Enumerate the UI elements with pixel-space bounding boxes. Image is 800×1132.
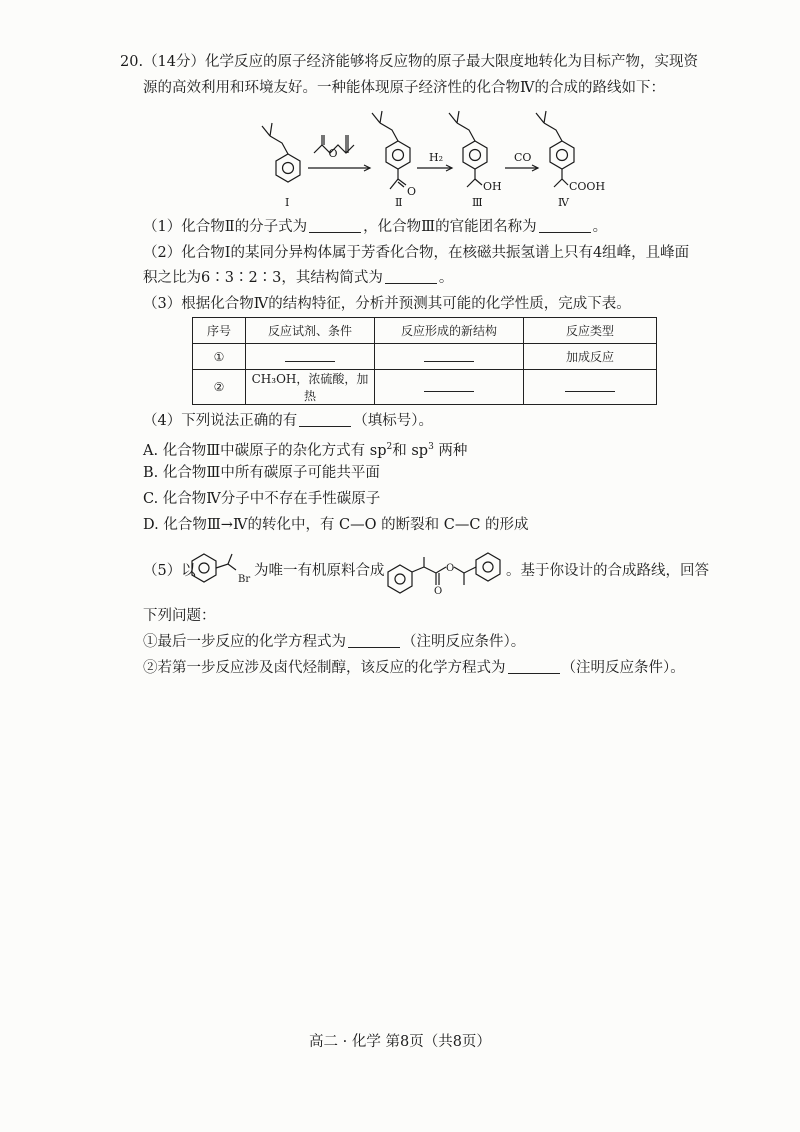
compound-4-structure [536, 111, 574, 187]
bromo-ethylbenzene-structure [186, 550, 254, 588]
answer-blank-1a[interactable] [309, 218, 361, 233]
part-5-intro-d: 下列问题： [143, 608, 216, 624]
part-5-intro-c: 。基于你设计的合成路线，回答 [506, 563, 709, 579]
answer-blank-2[interactable] [385, 269, 437, 284]
table-row [193, 344, 657, 370]
part-2-line-1: （2）化合物Ⅰ的某同分异构体属于芳香化合物，在核磁共振氢谱上只有4组峰，且峰面 [143, 245, 690, 261]
answer-cell[interactable] [246, 344, 375, 370]
part-5-intro-a: （5）以 [143, 563, 196, 579]
ester-o-label: O [446, 563, 455, 574]
reaction-type: 加成反应 [524, 344, 657, 370]
option-b: B. 化合物Ⅲ中所有碳原子可能共平面 [143, 465, 380, 481]
br-label: Br [238, 574, 251, 585]
answer-cell[interactable] [375, 370, 524, 405]
label-compound-3: Ⅲ [472, 196, 483, 209]
synthesis-scheme [230, 105, 610, 215]
option-d: D. 化合物Ⅲ→Ⅳ的转化中，有 C—O 的断裂和 C—C 的形成 [143, 517, 529, 533]
part-5-intro-b: 为唯一有机原料合成 [254, 563, 385, 579]
label-compound-1: Ⅰ [285, 196, 290, 209]
table-header: 反应形成的新结构 [375, 318, 524, 344]
cooh-label: COOH [569, 180, 606, 193]
anhydride-o-label: O [328, 147, 338, 160]
part-4: （4）下列说法正确的有 （填标号）。 [143, 413, 433, 429]
compound-2-structure [372, 111, 410, 189]
part-2-line-2: 积之比为6∶3∶2∶3，其结构简式为 。 [143, 270, 454, 286]
table-header: 反应试剂、条件 [246, 318, 375, 344]
table-header: 反应类型 [524, 318, 657, 344]
table-header-row [193, 318, 657, 344]
answer-cell[interactable] [375, 344, 524, 370]
answer-blank-5b[interactable] [508, 659, 560, 674]
answer-blank-4[interactable] [299, 412, 351, 427]
label-compound-4: Ⅳ [558, 196, 569, 209]
page-footer: 高二 · 化学 第8页（共8页） [309, 1034, 491, 1050]
part-5-q1: ①最后一步反应的化学方程式为 （注明反应条件）。 [143, 634, 526, 650]
compound-3-structure [449, 111, 487, 187]
question-header [120, 52, 698, 72]
target-ester-structure [384, 545, 506, 595]
ketone-o-label: O [407, 185, 417, 198]
question-number: 20. [120, 54, 144, 70]
question-score: （14分） [143, 54, 206, 70]
intro-line-2: 源的高效利用和环境友好。一种能体现原子经济性的化合物Ⅳ的合成的路线如下： [143, 80, 665, 96]
answer-blank-1b[interactable] [539, 218, 591, 233]
table-row [193, 370, 657, 405]
option-a: A. 化合物Ⅲ中碳原子的杂化方式有 $sp^2$和 $sp^3$ 两种 [143, 442, 468, 459]
part-1: （1）化合物Ⅱ的分子式为 ，化合物Ⅲ的官能团名称为 。 [143, 219, 608, 235]
reagent-condition: CH₃OH，浓硫酸，加热 [246, 370, 375, 405]
row-number: ① [193, 344, 246, 370]
intro-line-1: 化学反应的原子经济能够将反应物的原子最大限度地转化为目标产物，实现资 [205, 54, 699, 70]
answer-cell[interactable] [524, 370, 657, 405]
option-c: C. 化合物Ⅳ分子中不存在手性碳原子 [143, 491, 381, 507]
carbonyl-o-label: O [434, 586, 443, 595]
reagent-h2: H₂ [429, 151, 444, 164]
answer-blank-5a[interactable] [348, 633, 400, 648]
oh-label: OH [483, 180, 502, 193]
part-5-q2: ②若第一步反应涉及卤代烃制醇，该反应的化学方程式为 （注明反应条件）。 [143, 660, 685, 676]
compound-1-structure [262, 123, 300, 182]
table-header: 序号 [193, 318, 246, 344]
row-number: ② [193, 370, 246, 405]
property-table [192, 317, 657, 405]
part-3: （3）根据化合物Ⅳ的结构特征，分析并预测其可能的化学性质，完成下表。 [143, 296, 631, 312]
label-compound-2: Ⅱ [395, 196, 403, 209]
reagent-co: CO [514, 151, 532, 164]
